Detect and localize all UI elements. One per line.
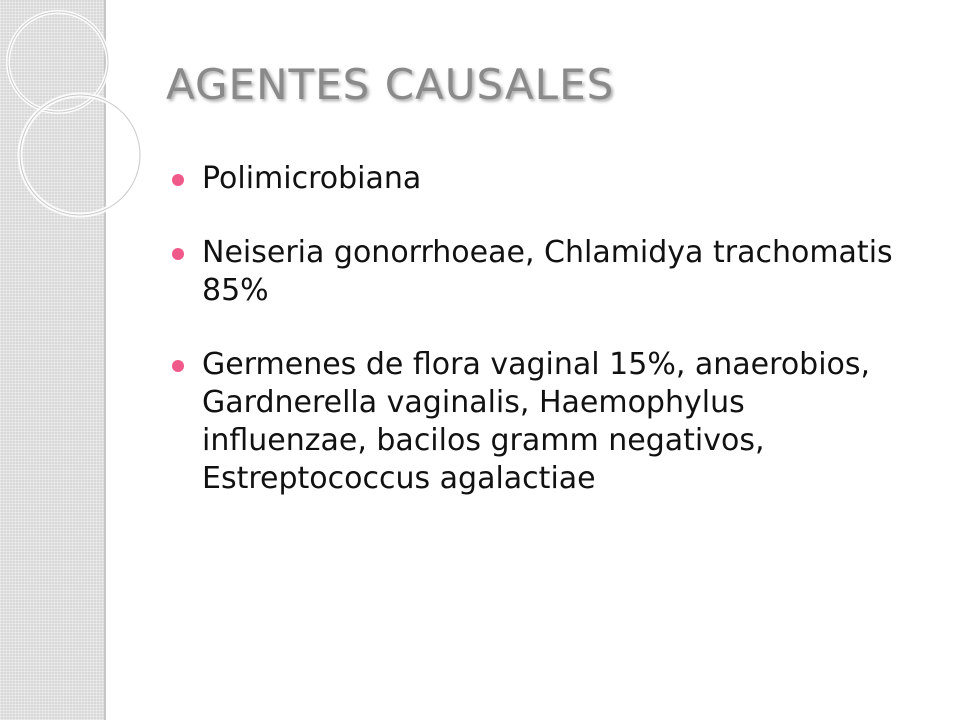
bullet-dot-icon: [172, 248, 184, 260]
bullet-dot-icon: [172, 174, 184, 186]
bullet-item: [172, 160, 912, 198]
bullet-item: [172, 346, 912, 498]
bullet-item: [172, 234, 912, 310]
bullet-text: Polimicrobiana: [202, 161, 422, 196]
bullet-dot-icon: [172, 360, 184, 372]
slide-title: AGENTES CAUSALES: [166, 60, 615, 109]
bullet-text: Neiseria gonorrhoeae, Chlamidya trachomatis 85%: [202, 235, 893, 308]
bullet-text: Germenes de flora vaginal 15%, anaerobios, Gardnerella vaginalis, Haemophylus influenzae, bacilos gramm negativos, Estreptococcus agalactiae: [202, 347, 871, 496]
bullet-list: [172, 160, 912, 534]
decorative-ring-small: [20, 95, 140, 215]
